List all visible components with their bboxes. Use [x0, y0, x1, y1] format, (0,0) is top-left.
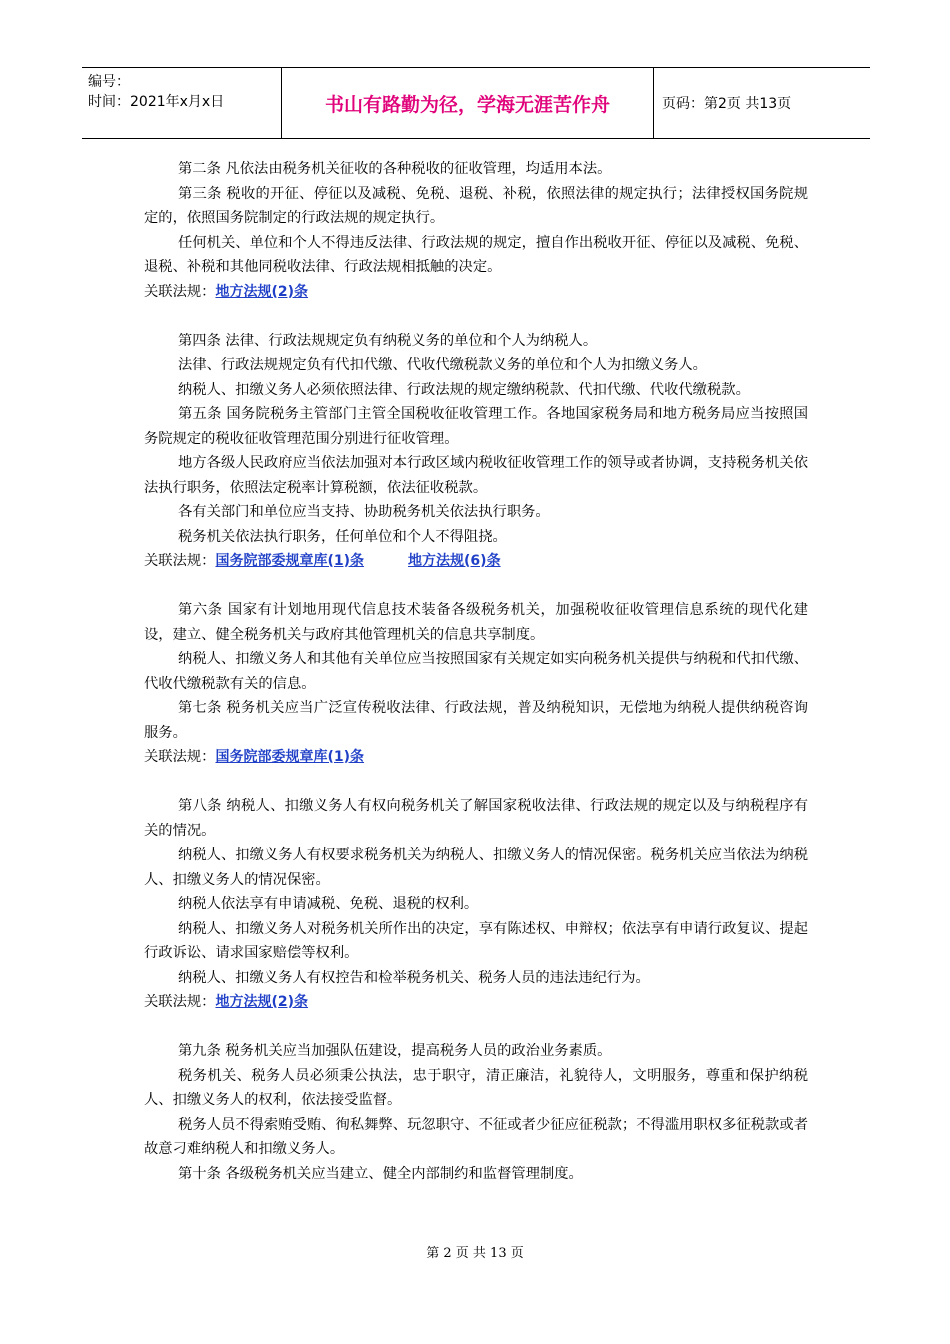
paragraph-spacer: [144, 770, 808, 795]
document-time-label: 时间：2021年x月x日: [88, 94, 225, 110]
page-footer: 第 2 页 共 13 页: [426, 1246, 524, 1261]
article-paragraph: 纳税人、扣缴义务人有权要求税务机关为纳税人、扣缴义务人的情况保密。税务机关应当依法为纳税人、扣缴义务人的情况保密。: [144, 847, 808, 888]
document-body: [144, 157, 808, 1186]
related-regulation-link[interactable]: 国务院部委规章库(1)条: [215, 749, 365, 765]
article-paragraph: 第九条 税务机关应当加强队伍建设，提高税务人员的政治业务素质。: [178, 1043, 612, 1059]
article-paragraph: 法律、行政法规规定负有代扣代缴、代收代缴税款义务的单位和个人为扣缴义务人。: [178, 357, 707, 373]
related-regulations-label: 关联法规：: [144, 553, 216, 569]
related-regulations: [144, 549, 808, 574]
document-number-label: 编号：: [88, 74, 130, 90]
related-regulation-link[interactable]: 国务院部委规章库(1)条: [215, 553, 365, 569]
related-regulations: [144, 745, 808, 770]
article-paragraph: 第八条 纳税人、扣缴义务人有权向税务机关了解国家税收法律、行政法规的规定以及与纳税程序有关的情况。: [144, 798, 808, 839]
related-regulations-label: 关联法规：: [144, 283, 216, 300]
header-motto: 书山有路勤为径，学海无涯苦作舟: [282, 68, 654, 138]
article-paragraph: 各有关部门和单位应当支持、协助税务机关依法执行职务。: [178, 504, 550, 520]
header-meta: [82, 68, 282, 138]
related-regulation-link[interactable]: 地方法规(2)条: [215, 994, 309, 1010]
related-regulations-label: 关联法规：: [144, 994, 216, 1010]
article-paragraph: 第六条 国家有计划地用现代信息技术装备各级税务机关，加强税收征收管理信息系统的现代化建设，建立、健全税务机关与政府其他管理机关的信息共享制度。: [144, 602, 808, 643]
article-paragraph: 税务人员不得索贿受贿、徇私舞弊、玩忽职守、不征或者少征应征税款；不得滥用职权多征税款或者故意刁难纳税人和扣缴义务人。: [144, 1116, 808, 1157]
related-regulations-label: 关联法规：: [144, 749, 216, 765]
article-paragraph: 第五条 国务院税务主管部门主管全国税收征收管理工作。各地国家税务局和地方税务局应当按照国务院规定的税收征收管理范围分别进行征收管理。: [144, 406, 808, 447]
article-paragraph: 纳税人、扣缴义务人对税务机关所作出的决定，享有陈述权、申辩权；依法享有申请行政复议、提起行政诉讼、请求国家赔偿等权利。: [144, 920, 808, 961]
article-paragraph: 任何机关、单位和个人不得违反法律、行政法规的规定，擅自作出税收开征、停征以及减税、免税、退税、补税和其他同税收法律、行政法规相抵触的决定。: [144, 234, 808, 275]
article-paragraph: 税务机关、税务人员必须秉公执法，忠于职守，清正廉洁，礼貌待人，文明服务，尊重和保护纳税人、扣缴义务人的权利，依法接受监督。: [144, 1067, 808, 1108]
article-paragraph: 纳税人、扣缴义务人和其他有关单位应当按照国家有关规定如实向税务机关提供与纳税和代扣代缴、代收代缴税款有关的信息。: [144, 651, 808, 692]
article-paragraph: 纳税人依法享有申请减税、免税、退税的权利。: [178, 896, 479, 912]
related-regulation-link[interactable]: 地方法规(6)条: [408, 553, 501, 569]
header-page-label: 页码：第2页 共13页: [662, 96, 792, 112]
paragraph-spacer: [144, 304, 808, 329]
related-regulation-link[interactable]: 地方法规(2)条: [215, 283, 309, 300]
paragraph-spacer: [144, 574, 808, 599]
related-regulations: [144, 990, 808, 1015]
article-paragraph: 地方各级人民政府应当依法加强对本行政区域内税收征收管理工作的领导或者协调，支持税务机关依法执行职务，依照法定税率计算税额，依法征收税款。: [144, 455, 808, 496]
article-paragraph: 税务机关依法执行职务，任何单位和个人不得阻挠。: [178, 528, 507, 545]
article-paragraph: 纳税人、扣缴义务人必须依照法律、行政法规的规定缴纳税款、代扣代缴、代收代缴税款。: [178, 381, 750, 398]
related-regulations: [144, 280, 808, 305]
paragraph-spacer: [144, 1015, 808, 1040]
article-paragraph: 第七条 税务机关应当广泛宣传税收法律、行政法规，普及纳税知识，无偿地为纳税人提供纳税咨询服务。: [144, 700, 808, 741]
article-paragraph: 纳税人、扣缴义务人有权控告和检举税务机关、税务人员的违法违纪行为。: [178, 969, 650, 986]
page-header: [82, 67, 870, 139]
article-paragraph: 第十条 各级税务机关应当建立、健全内部制约和监督管理制度。: [178, 1165, 583, 1182]
article-paragraph: 第四条 法律、行政法规规定负有纳税义务的单位和个人为纳税人。: [178, 332, 598, 349]
article-paragraph: 第二条 凡依法由税务机关征收的各种税收的征收管理，均适用本法。: [178, 161, 612, 177]
article-paragraph: 第三条 税收的开征、停征以及减税、免税、退税、补税，依照法律的规定执行；法律授权国务院规定的，依照国务院制定的行政法规的规定执行。: [144, 185, 808, 226]
